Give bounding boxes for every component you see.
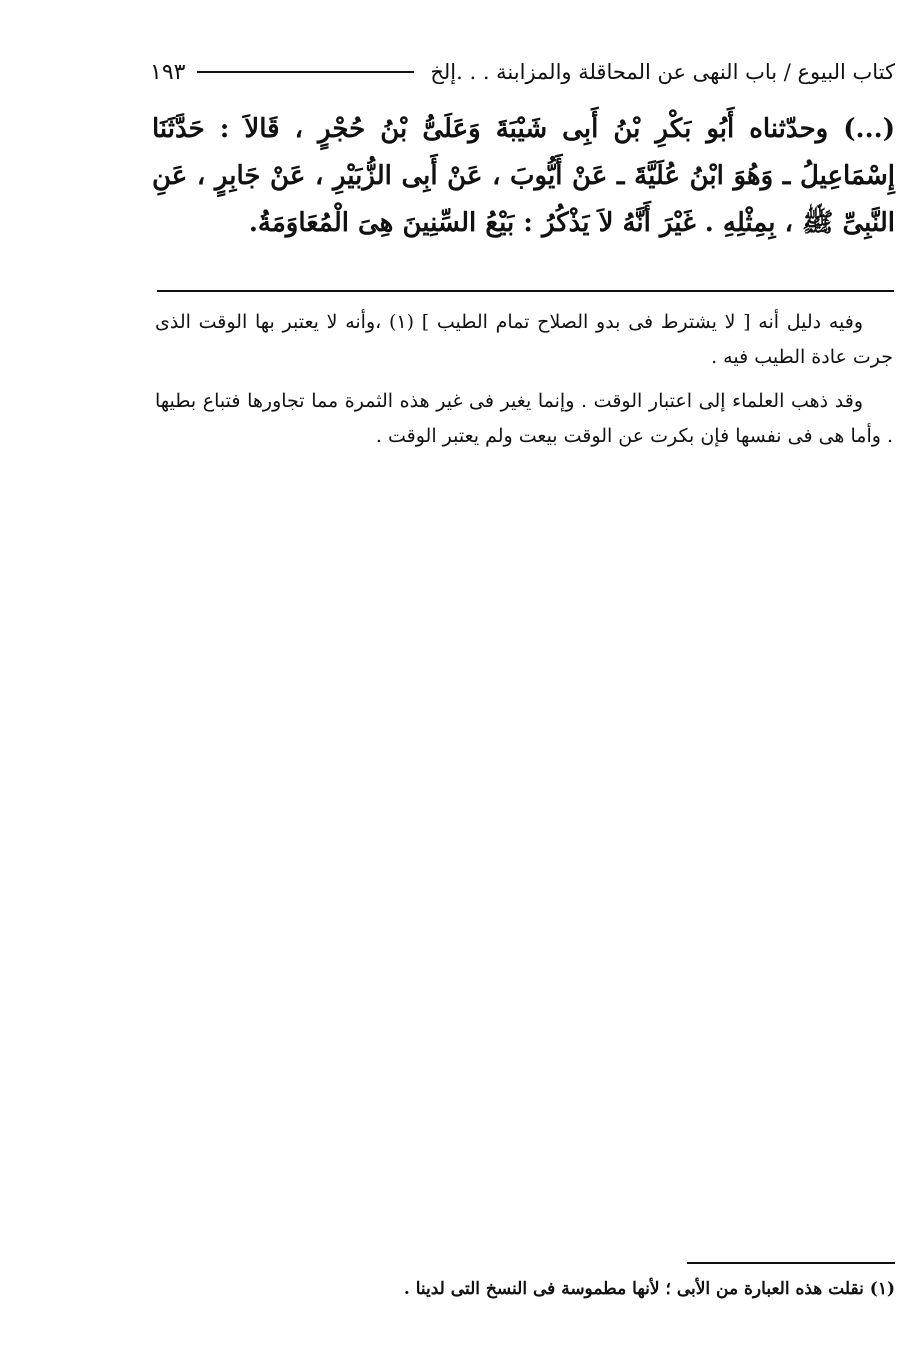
section-divider [157,290,894,292]
commentary-paragraph: وقد ذهب العلماء إلى اعتبار الوقت . وإنما يغير فى غير هذه الثمرة مما تجاورها فتباع بطيها . وأما هى فى نفسها فإن بكرت عن الوقت بيعت ولم يعتبر الوقت . [155,390,893,447]
page-number: ١٩٣ [150,59,186,85]
running-header [150,52,895,92]
running-title: كتاب البيوع / باب النهى عن المحاقلة والمزابنة . . .إلخ [430,60,895,84]
footnote-rule [687,1262,895,1264]
footnote: (١) نقلت هذه العبارة من الأبى ؛ لأنها مطموسة فى النسخ التى لدينا . [403,1279,895,1299]
commentary [155,305,893,463]
header-rule [197,71,414,73]
hadith-text: (...) وحدّثناه أَبُو بَكْرِ بْنُ أَبِى شَيْبَةَ وَعَلَىُّ بْنُ حُجْرٍ ، قَالاَ : حَدَّثَنَا إِسْمَاعِيلُ ـ وَهُوَ ابْنُ عُلَيَّةَ ـ عَنْ أَيُّوبَ ، عَنْ أَبِى الزُّبَيْرِ ، عَنْ جَابِرٍ ، عَنِ النَّبِىِّ ﷺ ، بِمِثْلِهِ . غَيْرَ أَنَّهُ لاَ يَذْكُرُ : بَيْعُ السِّنِينَ هِىَ الْمُعَاوَمَةُ. [152,114,895,238]
commentary-paragraph: وفيه دليل أنه [ لا يشترط فى بدو الصلاح تمام الطيب ] (١) ،وأنه لا يعتبر بها الوقت الذى جرت عادة الطيب فيه . [155,311,893,368]
